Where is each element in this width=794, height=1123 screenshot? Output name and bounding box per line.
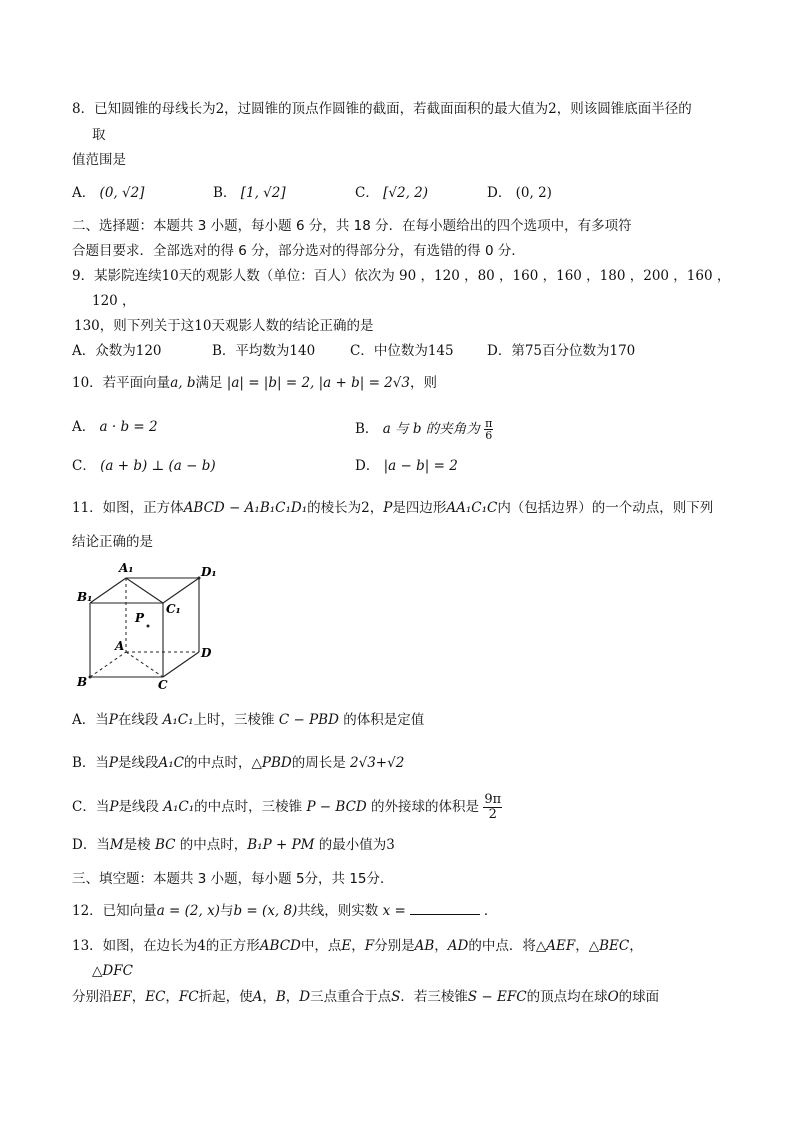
edge-b1a1 xyxy=(90,578,126,603)
q9-line1: 9．某影院连续10天的观影人数（单位：百人）依次为 90 ，120 ，80 ，160 ，160 ，180 ，200 ，160 ， xyxy=(72,268,731,284)
label-b1: B₁ xyxy=(77,590,93,604)
q8-line2: 值范围是 xyxy=(72,152,126,168)
q11-option-a: A．当P在线段 A₁C₁上时，三棱锥 C − PBD 的体积是定值 xyxy=(72,712,425,728)
label-a1: A₁ xyxy=(119,561,134,575)
label-p: P xyxy=(135,611,145,625)
q8-line1: 8．已知圆锥的母线长为2，过圆锥的顶点作圆锥的截面，若截面面积的最大值为2，则该圆锥底面半径的 xyxy=(72,101,692,117)
q11-line1: 11．如图，正方体ABCD − A₁B₁C₁D₁的棱长为2，P是四边形AA₁C₁C内（包括边界）的一个动点，则下列 xyxy=(72,500,714,516)
q8-option-b: B． [1, √2] xyxy=(213,185,286,201)
label-d: D xyxy=(201,646,212,660)
q9-line1b: 120 ， xyxy=(92,293,136,309)
edge-ac-hidden xyxy=(126,652,163,677)
label-c1: C₁ xyxy=(166,602,181,616)
q10-option-a: A． a · b = 2 xyxy=(72,419,158,435)
q13-line1: 13．如图，在边长为4的正方形ABCD中，点E，F分别是AB，AD的中点．将△AEF，△BEC， xyxy=(72,938,643,954)
q11-line2: 结论正确的是 xyxy=(72,534,153,550)
q13-line1b: △DFC xyxy=(92,963,133,979)
section2-line1: 二、选择题：本题共 3 小题，每小题 6 分，共 18 分．在每小题给出的四个选项中，有多项符 xyxy=(72,218,632,234)
q11-option-d: D．当M是棱 BC 的中点时，B₁P + PM 的最小值为3 xyxy=(72,837,395,853)
q10-option-c: C． (a + b) ⊥ (a − b) xyxy=(72,458,216,474)
q11-option-c: C．当P是线段 A₁C₁的中点时，三棱锥 P − BCD 的外接球的体积是 $\frac{9\pi}{2}$ xyxy=(72,792,502,822)
q8-option-c: C． [√2, 2) xyxy=(355,185,429,201)
edge-ba-hidden xyxy=(90,652,126,677)
q8-option-d: D． (0, 2) xyxy=(487,185,552,201)
q10-stem: 10．若平面向量a, b满足 |a| = |b| = 2, |a + b| = 2√3，则 xyxy=(72,375,437,391)
q13-line2: 分别沿EF，EC，FC折起，使A，B，D三点重合于点S．若三棱锥S − EFC的顶点均在球O的球面 xyxy=(72,989,660,1005)
q8-line1b: 取 xyxy=(92,127,106,143)
section3-line: 三、填空题：本题共 3 小题，每小题 5分，共 15分． xyxy=(72,871,394,887)
q11-option-b: B．当P是线段A₁C的中点时，△PBD的周长是 2√3+√2 xyxy=(72,755,405,771)
label-a: A xyxy=(115,639,125,653)
q12-line: 12．已知向量a = (2, x)与b = (x, 8)共线，则实数 x = ． xyxy=(72,903,498,919)
label-c: C xyxy=(158,678,168,690)
edge-a1c1 xyxy=(126,578,163,603)
q9-option-c: C．中位数为145 xyxy=(350,343,454,359)
q12-answer-blank[interactable] xyxy=(410,902,480,915)
q9-option-a: A．众数为120 xyxy=(72,343,162,359)
point-b xyxy=(89,676,92,679)
label-d1: D₁ xyxy=(201,565,217,579)
q9-line2: 130，则下列关于这10天观影人数的结论正确的是 xyxy=(74,318,374,334)
section2-line2: 合题目要求．全部选对的得 6 分，部分选对的得部分分，有选错的得 0 分． xyxy=(72,243,525,259)
q9-option-d: D．第75百分位数为170 xyxy=(487,343,636,359)
q9-option-b: B．平均数为140 xyxy=(212,343,316,359)
edge-c1d1 xyxy=(163,578,199,603)
point-p xyxy=(147,625,150,628)
edge-cd xyxy=(163,652,199,677)
q10-option-d: D． |a − b| = 2 xyxy=(355,458,458,474)
cube-figure xyxy=(75,560,225,690)
q8-option-a: A． (0, √2] xyxy=(72,185,145,201)
q10-option-b: B． a 与 b 的夹角为 $\frac{\pi}{6}$ xyxy=(355,417,493,442)
label-b: B xyxy=(77,675,88,689)
